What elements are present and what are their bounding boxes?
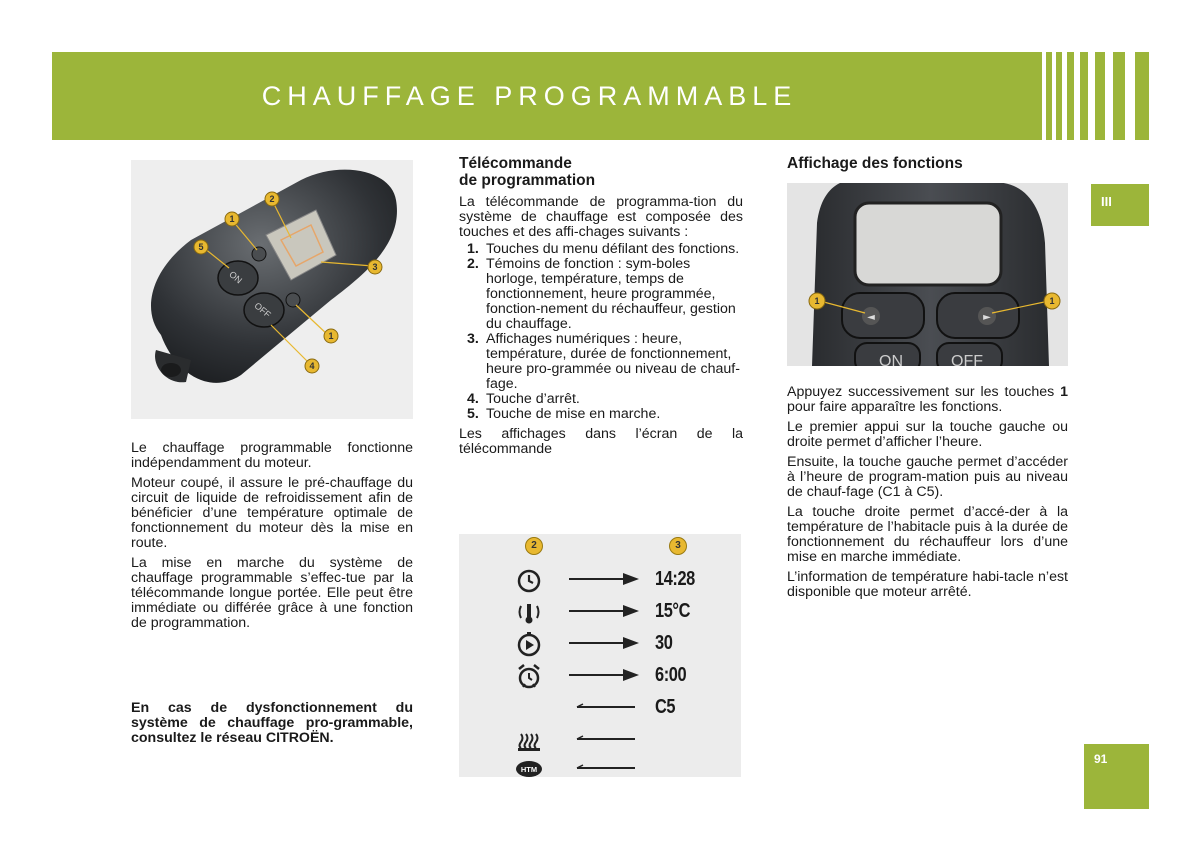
remote-callout-3: 3 — [372, 262, 378, 272]
remote-heading-line1: Télécommande — [459, 155, 572, 172]
chapter-tab: III — [1091, 184, 1149, 226]
function-display-figure — [787, 183, 1068, 366]
left-column — [131, 441, 413, 636]
htm-icon — [515, 755, 543, 783]
heating-level-value: C5 — [655, 696, 676, 718]
remote-callout-1b: 1 — [328, 331, 334, 341]
temperature-info-paragraph: L’information de température habi-tacle n’est disponible que moteur arrêté. — [787, 569, 1068, 600]
first-press-paragraph: Le premier appui sur la touche gauche ou droite permet d’afficher l’heure. — [787, 419, 1068, 450]
remote-callout-1a: 1 — [229, 214, 235, 224]
table-row — [459, 753, 741, 785]
right-key-paragraph: La touche droite permet d’accé-der à la température de l’habitacle puis à la durée de fonctionnement du réchauffeur lors d’une mise en marche immédiate. — [787, 504, 1068, 565]
list-item: 3. Affichages numériques : heure, température, durée de fonctionnement, heure pro-grammée ou niveau de chauf-fage. — [467, 331, 740, 392]
display-callout-1-left: 1 — [814, 296, 820, 306]
arrow-right-icon — [569, 570, 639, 588]
remote-heading-line2: de programmation — [459, 172, 596, 189]
header-stripes — [1015, 52, 1149, 140]
table-row — [459, 660, 741, 692]
remote-callout-2: 2 — [269, 194, 275, 204]
functions-heading: Affichage des fonctions — [787, 155, 963, 172]
list-item: 5. Touche de mise en marche. — [467, 406, 661, 422]
temperature-value: 15°C — [655, 600, 691, 622]
list-item: 4. Touche d’arrêt. — [467, 391, 580, 407]
duration-value: 30 — [655, 632, 673, 654]
time-value: 14:28 — [655, 568, 695, 590]
remote-display-illustration — [787, 183, 1068, 366]
press-keys-paragraph: Appuyez successivement sur les touches 1 pour faire apparaître les fonctions. — [787, 384, 1068, 415]
warning-note: En cas de dysfonctionnement du système de chauffage pro-grammable, consultez le réseau CITROËN. — [131, 700, 413, 746]
arrow-right-icon — [569, 602, 639, 620]
display-on-label: ON — [879, 353, 903, 366]
arrow-right-icon — [569, 666, 639, 684]
list-item: 1. Touches du menu défilant des fonctions. — [467, 241, 740, 257]
arrow-left-icon — [569, 730, 639, 748]
table-callout-2: 2 — [525, 537, 543, 555]
remote-off-label: OFF — [252, 300, 273, 320]
display-symbols-figure — [459, 534, 741, 777]
display-callout-1-right: 1 — [1049, 296, 1055, 306]
activation-paragraph: La mise en marche du système de chauffage programmable s’effec-tue par la télécommande longue portée. Elle peut être immédiate ou différée grâce à une fonction de programmation. — [131, 555, 413, 631]
middle-column — [459, 155, 743, 462]
table-row — [459, 596, 741, 628]
remote-control-illustration — [131, 160, 413, 419]
table-callout-3: 3 — [669, 537, 687, 555]
table-row — [459, 564, 741, 596]
page-title: CHAUFFAGE PROGRAMMABLE — [261, 81, 798, 111]
clock-icon — [515, 566, 543, 594]
display-intro: Les affichages dans l’écran de la télécommande — [459, 426, 743, 457]
list-item: 2. Témoins de fonction : sym-boles horloge, température, temps de fonctionnement, heure programmée, fonction-nement du réchauffeur, gestion du chauffage. — [467, 256, 736, 332]
table-row — [459, 628, 741, 660]
temperature-signal-icon — [515, 598, 543, 626]
programmed-time-value: 6:00 — [655, 664, 687, 686]
remote-on-label: ON — [227, 269, 245, 286]
left-arrow-button-label: ◄ — [867, 312, 875, 323]
table-row — [459, 724, 741, 756]
left-key-paragraph: Ensuite, la touche gauche permet d’accéder à l’heure de program-mation puis au niveau de chauf-fage (C1 à C5). — [787, 454, 1068, 500]
duration-icon — [515, 630, 543, 658]
display-off-label: OFF — [951, 353, 983, 366]
remote-items-list — [467, 242, 743, 422]
svg-text:HTM: HTM — [520, 765, 538, 774]
right-column — [787, 385, 1068, 605]
table-row — [459, 692, 741, 724]
intro-paragraph: Le chauffage programmable fonctionne indépendamment du moteur. — [131, 440, 413, 471]
remote-callout-5: 5 — [198, 242, 204, 252]
remote-control-figure — [131, 160, 413, 419]
engine-off-paragraph: Moteur coupé, il assure le pré-chauffage du circuit de liquide de refroidissement afin de bénéficier d’une température optimale de fonctionnement du moteur dès la mise en route. — [131, 475, 413, 551]
arrow-left-icon — [569, 698, 639, 716]
page-header — [52, 52, 1149, 140]
right-arrow-button-label: ► — [983, 312, 991, 323]
arrow-right-icon — [569, 634, 639, 652]
arrow-left-icon — [569, 759, 639, 777]
remote-callout-4: 4 — [309, 361, 315, 371]
page-number: 91 — [1084, 744, 1149, 809]
remote-intro: La télécommande de programma-tion du système de chauffage est composée des touches et des affi-chages suivants : — [459, 194, 743, 240]
alarm-clock-icon — [515, 662, 543, 690]
heater-icon — [515, 726, 543, 754]
